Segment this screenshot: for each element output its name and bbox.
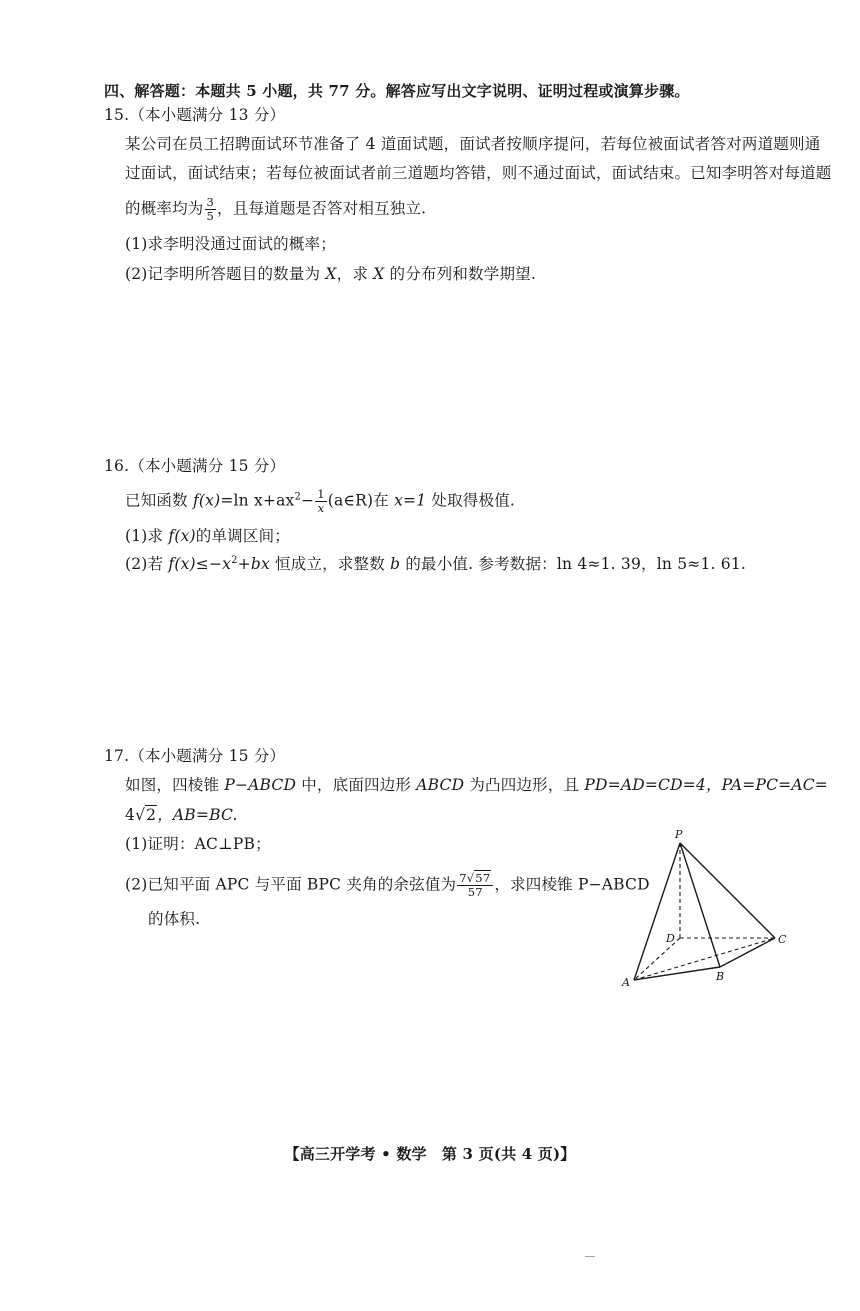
edge-pb: [680, 843, 720, 967]
label-a: A: [622, 976, 630, 989]
q15-line3-post: ，且每道题是否答对相互独立.: [217, 199, 427, 218]
section-header: 四、解答题：本题共 5 小题，共 77 分。解答应写出文字说明、证明过程或演算步骤。: [104, 82, 690, 100]
q17-equalities: PD=AD=CD=4，PA=PC=AC=: [584, 776, 828, 794]
q17-pyramid: P−ABCD: [224, 776, 297, 794]
q15-frac-num: 3: [206, 195, 215, 209]
q16-frac-num: 1: [317, 487, 325, 501]
q16-frac-den: x: [317, 501, 325, 515]
q17-line1-mid2: 为凸四边形，且: [464, 776, 585, 794]
q16-square: 2: [294, 491, 302, 503]
label-b: B: [716, 970, 725, 983]
q16-x-eq: x=1: [394, 491, 427, 510]
q15-line1: 某公司在员工招聘面试环节准备了 4 道面试题，面试者按顺序提问，若每位被面试者答对两道题则通: [125, 135, 821, 153]
q16-sub2-mid: 恒成立，求整数: [269, 555, 391, 573]
q17-sub2: [125, 872, 650, 899]
q15-sub2: [125, 263, 536, 285]
label-d: D: [666, 932, 675, 945]
q16-header: 16.（本小题满分 15 分）: [104, 457, 286, 475]
q17-frac-coef: 7: [459, 871, 467, 885]
q16-sub2-fx: f(x)≤−x: [168, 555, 232, 573]
edge-ac-hidden: [634, 938, 775, 980]
q15-sub2-mid: ，求: [336, 265, 374, 283]
q15-sub2-post: 的分布列和数学期望.: [384, 265, 536, 283]
q16-minus: −: [301, 491, 315, 510]
label-p: P: [675, 828, 683, 841]
q16-fraction: [315, 488, 327, 515]
q17-header: 17.（本小题满分 15 分）: [104, 747, 286, 765]
q17-abcd: ABCD: [416, 776, 465, 794]
q15-frac-den: 5: [206, 209, 215, 223]
q16-sub1: [125, 525, 290, 547]
q17-radicand: 2: [146, 806, 157, 824]
q15-line2: 过面试，面试结束；若每位被面试者前三道题均答错，则不通过面试，面试结束。已知李明答对每道题: [125, 164, 832, 182]
q15-fraction: [205, 196, 217, 223]
scan-mark: [585, 1256, 595, 1257]
label-c: C: [778, 933, 787, 946]
q15-header: 15.（本小题满分 13 分）: [104, 106, 286, 124]
q16-sub1-pre: (1)求: [125, 527, 169, 545]
q17-coef: 4: [125, 806, 136, 824]
q15-line3-pre: 的概率均为: [125, 199, 204, 218]
q16-line1-pre: 已知函数: [125, 491, 193, 510]
q17-frac-den: 57: [467, 885, 483, 899]
q16-var-b: b: [390, 555, 401, 573]
q16-sub2-square: 2: [231, 554, 238, 566]
page-footer: 【高三开学考 • 数学 第 3 页(共 4 页)】: [284, 1145, 576, 1163]
q16-fx: f(x): [192, 491, 221, 510]
q17-frac-radicand: 57: [475, 871, 491, 885]
q15-var-x1: X: [325, 265, 337, 283]
q16-eq: =ln x+ax: [220, 491, 295, 510]
q17-sub2-line2: 的体积.: [148, 910, 201, 928]
edge-pc: [680, 843, 775, 938]
q17-line2-post: ，AB=BC.: [157, 806, 238, 824]
q17-fraction: [457, 872, 493, 899]
q17-sub1: (1)证明：AC⊥PB；: [125, 835, 271, 853]
q16-sub1-post: 的单调区间；: [195, 527, 290, 545]
q17-frac-num: 7√57: [457, 872, 493, 886]
q15-sub2-pre: (2)记李明所答题目的数量为: [125, 265, 326, 283]
q16-sub2-pre: (2)若: [125, 555, 169, 573]
q17-line2: [125, 804, 238, 826]
q17-line1-mid: 中，底面四边形: [296, 776, 417, 794]
q16-sub2-post: 的最小值. 参考数据：ln 4≈1. 39，ln 5≈1. 61.: [400, 555, 747, 573]
q15-sub1: (1)求李明没通过面试的概率；: [125, 235, 336, 253]
q17-sub2-post: ，求四棱锥 P−ABCD: [494, 875, 650, 894]
q17-sub2-pre: (2)已知平面 APC 与平面 BPC 夹角的余弦值为: [125, 875, 457, 894]
pyramid-figure: [612, 825, 812, 995]
q16-sub2-bx: +bx: [237, 555, 270, 573]
q15-var-x2: X: [373, 265, 385, 283]
q17-line1-pre: 如图，四棱锥: [125, 776, 225, 794]
q17-sqrt: √2: [135, 806, 157, 824]
q15-line3: [125, 196, 426, 223]
q16-line1-post: 处取得极值.: [426, 491, 516, 510]
q16-sub1-fx: f(x): [168, 527, 196, 545]
q16-line1-mid: (a∈R)在: [327, 491, 395, 510]
q16-line1: [125, 488, 515, 515]
q17-line1: [125, 774, 828, 796]
q16-sub2: [125, 553, 746, 575]
edge-bc: [720, 938, 775, 967]
